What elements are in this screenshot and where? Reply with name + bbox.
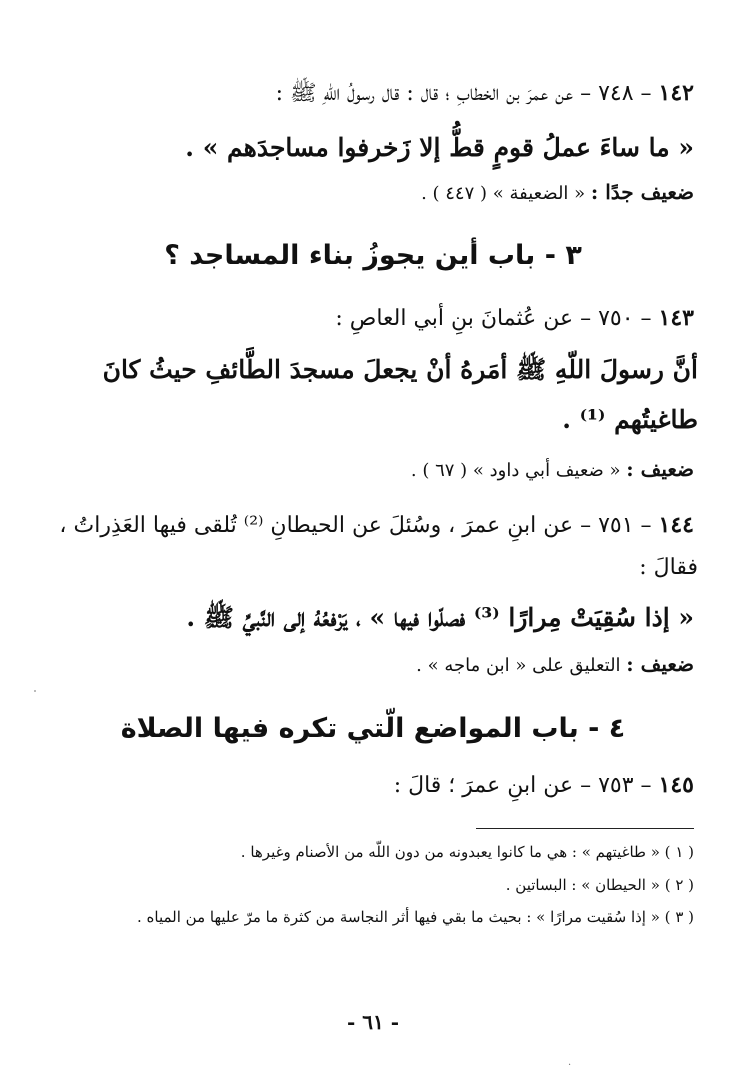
hadith-143-isnad-text: – ٧٥٠ – عن عُثمانَ بنِ أبي العاصِ : (335, 306, 659, 331)
hadith-142-grade-label: ضعيف جدًا : (590, 180, 694, 204)
hadith-143-matn-line1: أنَّ رسولَ اللّهِ ﷺ أمَرهُ أنْ يجعلَ مسجدَ الطَّائفِ حيثُ كانَ (102, 355, 698, 384)
hadith-143-grade (52, 457, 694, 482)
footnote-separator (476, 828, 694, 829)
hadith-144-grade-text: التعليق على « ابن ماجه » . (416, 655, 627, 676)
chapter-3-title: ٣ - باب أين يجوزُ بناء المساجد ؟ (164, 240, 582, 271)
hadith-145-isnad (52, 772, 694, 799)
footnote-3: ( ٣ ) « إذا سُقيت مرارًا » : بحيث ما بقي فيها أثر النجاسة من كثرة ما مرّ عليها من المياه . (137, 908, 694, 926)
scan-speck (34, 690, 36, 692)
hadith-142-grade-text: « الضعيفة » ( ٤٤٧ ) . (421, 183, 591, 204)
hadith-142-number: ١٤٢ (658, 80, 694, 106)
hadith-143-matn-line2: طاغيتُهم ⁽¹⁾ . (562, 405, 698, 434)
hadith-142-isnad-text: – ٧٤٨ – عن عمرَ بن الخطابِ ؛ قال : قال رسولُ اللّهِ ﷺ : (275, 81, 659, 106)
hadith-142-matn: « ما ساءَ عملُ قومٍ قطُّ إلا زَخرفوا مساجدَهم » . (185, 133, 694, 162)
hadith-144-isnad (40, 512, 694, 539)
page-number: - ٦١ - (346, 1010, 399, 1034)
hadith-144-matn: « إذا سُقِيَتْ مِرارًا ⁽³⁾ فصلّوا فيها » ، يَرْفعُهُ إلى النَّبيِّ ﷺ . (186, 603, 694, 632)
hadith-143-grade-label: ضعيف : (626, 457, 694, 481)
footnote-2: ( ٢ ) « الحيطان » : البساتين . (505, 876, 694, 894)
hadith-144-number: ١٤٤ (658, 512, 694, 538)
hadith-144-isnad-line2: فقالَ : (639, 555, 698, 580)
scan-mark: · (568, 1060, 572, 1071)
hadith-142-isnad (52, 80, 694, 107)
hadith-142-grade (52, 180, 694, 205)
hadith-144-grade (52, 652, 694, 677)
footnote-1: ( ١ ) « طاغيتهم » : هي ما كانوا يعبدونه من دون اللّه من الأصنام وغيرها . (240, 843, 694, 861)
hadith-145-number: ١٤٥ (658, 772, 694, 798)
hadith-144-isnad-text: – ٧٥١ – عن ابنِ عمرَ ، وسُئلَ عن الحيطانِ ⁽²⁾ تُلقى فيها العَذِراتُ ، (59, 513, 659, 538)
hadith-144-grade-label: ضعيف : (626, 652, 694, 676)
hadith-143-isnad (52, 305, 694, 332)
hadith-145-isnad-text: – ٧٥٣ – عن ابنِ عمرَ ؛ قالَ : (393, 773, 659, 798)
hadith-143-grade-text: « ضعيف أبي داود » ( ٦٧ ) . (410, 460, 627, 481)
chapter-4-title: ٤ - باب المواضع الّتي تكره فيها الصلاة (120, 713, 626, 744)
hadith-143-number: ١٤٣ (658, 305, 694, 331)
